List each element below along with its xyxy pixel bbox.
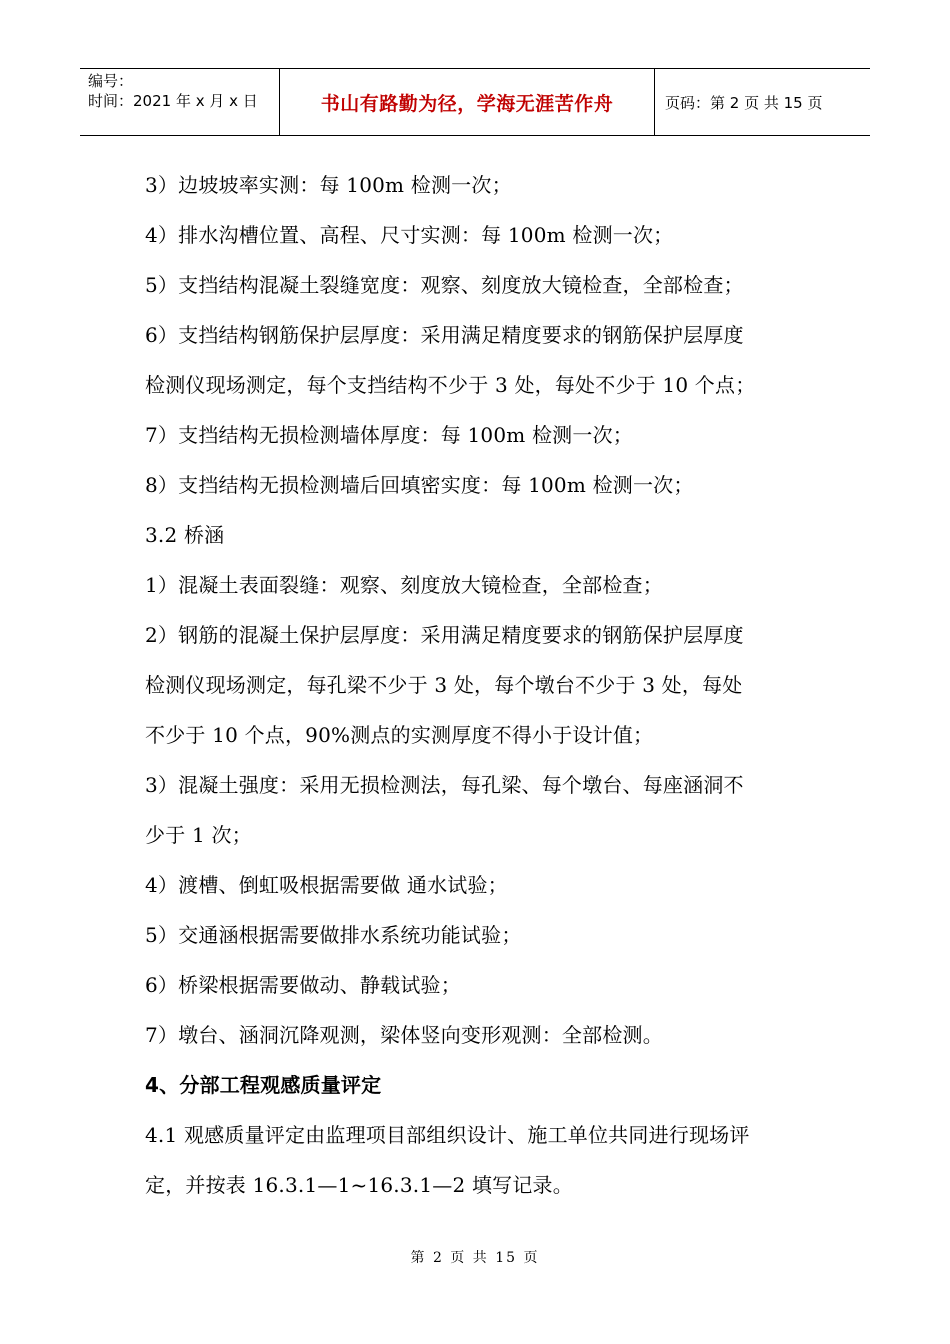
header-motto: 书山有路勤为径，学海无涯苦作舟 [280, 69, 655, 135]
body-line: 7）支挡结构无损检测墙体厚度：每 100m 检测一次； [145, 423, 633, 447]
header-page-info: 页码：第 2 页 共 15 页 [665, 93, 823, 112]
body-line: 3）混凝土强度：采用无损检测法，每孔梁、每个墩台、每座涵洞不 [145, 773, 744, 797]
body-line: 2）钢筋的混凝土保护层厚度：采用满足精度要求的钢筋保护层厚度 [145, 623, 744, 647]
body-line: 不少于 10 个点，90%测点的实测厚度不得小于设计值； [145, 723, 654, 747]
body-line: 6）桥梁根据需要做动、静载试验； [145, 973, 461, 997]
date-label: 时间：2021 年 x 月 x 日 [88, 92, 258, 110]
document-body [145, 160, 810, 1210]
body-line: 5）交通涵根据需要做排水系统功能试验； [145, 923, 522, 947]
body-line: 少于 1 次； [145, 823, 252, 847]
body-line: 检测仪现场测定，每个支挡结构不少于 3 处，每处不少于 10 个点； [145, 373, 756, 397]
body-line: 检测仪现场测定，每孔梁不少于 3 处，每个墩台不少于 3 处，每处 [145, 673, 743, 697]
body-line: 4）渡槽、倒虹吸根据需要做 通水试验； [145, 873, 508, 897]
page-header [80, 68, 870, 136]
section-heading: 3.2 桥涵 [145, 523, 225, 547]
page-footer: 第 2 页 共 15 页 [410, 1250, 540, 1266]
body-line: 3）边坡坡率实测：每 100m 检测一次； [145, 173, 512, 197]
body-line: 7）墩台、涵洞沉降观测，梁体竖向变形观测：全部检测。 [145, 1023, 663, 1047]
body-line: 1）混凝土表面裂缝：观察、刻度放大镜检查，全部检查； [145, 573, 663, 597]
body-line: 定，并按表 16.3.1—1~16.3.1—2 填写记录。 [145, 1173, 573, 1197]
body-line: 6）支挡结构钢筋保护层厚度：采用满足精度要求的钢筋保护层厚度 [145, 323, 744, 347]
header-meta-cell [80, 69, 280, 135]
serial-number-label: 编号： [88, 72, 134, 90]
body-line: 4）排水沟槽位置、高程、尺寸实测：每 100m 检测一次； [145, 223, 674, 247]
chapter-heading: 4、分部工程观感质量评定 [145, 1073, 382, 1097]
body-line: 4.1 观感质量评定由监理项目部组织设计、施工单位共同进行现场评 [145, 1123, 750, 1147]
body-line: 8）支挡结构无损检测墙后回填密实度：每 100m 检测一次； [145, 473, 694, 497]
body-line: 5）支挡结构混凝土裂缝宽度：观察、刻度放大镜检查，全部检查； [145, 273, 744, 297]
